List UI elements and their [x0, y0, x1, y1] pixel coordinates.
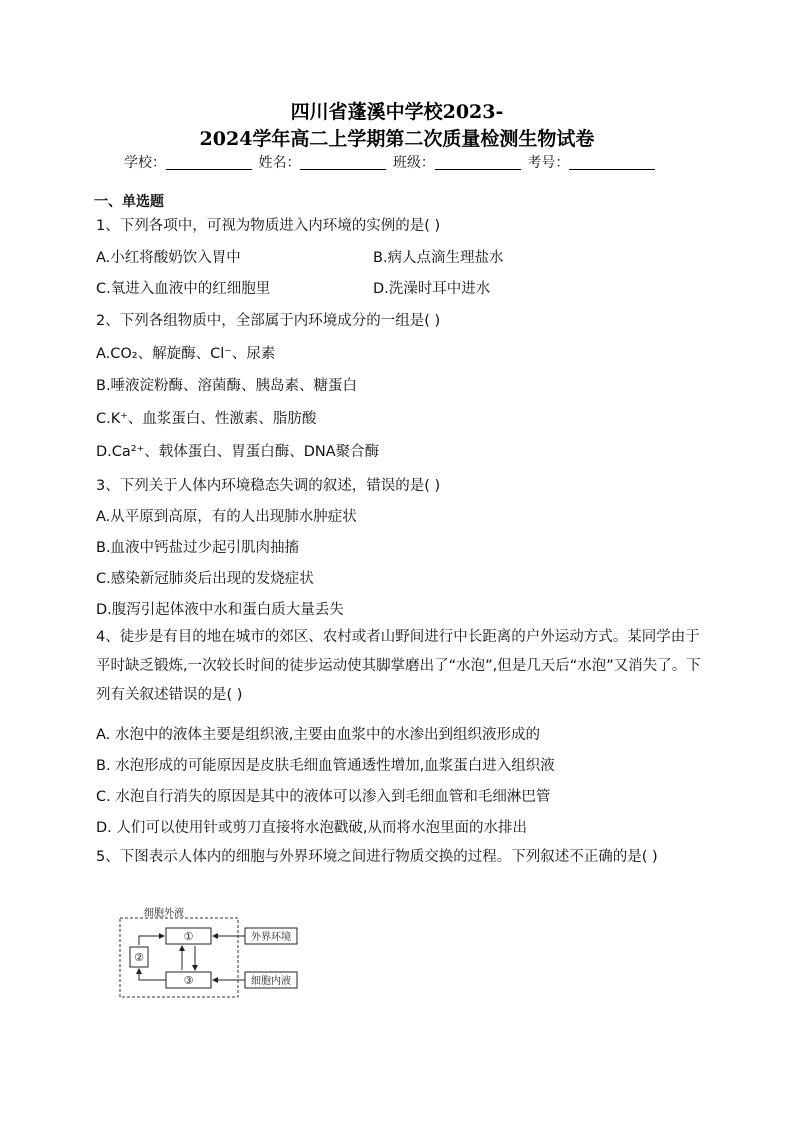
student-info-row: [124, 152, 657, 172]
title-line-1: 四川省蓬溪中学校2023-: [290, 101, 504, 123]
question-4-option-d: D. 人们可以使用针或剪刀直接将水泡戳破,从而将水泡里面的水排出: [96, 820, 527, 836]
question-1-stem: 1、下列各项中，可视为物质进入内环境的实例的是( ): [96, 218, 441, 234]
question-1-option-a: A.小红将酸奶饮入胃中: [96, 250, 241, 266]
question-4-option-a: A. 水泡中的液体主要是组织液,主要由血浆中的水渗出到组织液形成的: [96, 727, 540, 743]
question-5-stem: 5、下图表示人体内的细胞与外界环境之间进行物质交换的过程。下列叙述不正确的是( ): [96, 849, 658, 865]
question-4-option-b: B. 水泡形成的可能原因是皮肤毛细血管通透性增加,血浆蛋白进入组织液: [96, 758, 555, 774]
class-label: 班级：: [392, 155, 435, 171]
question-1-option-b: B.病人点滴生理盐水: [373, 250, 504, 266]
intracellular-fluid-label: 细胞内液: [251, 976, 291, 987]
exam-number-blank[interactable]: [569, 154, 655, 170]
question-4-stem: 4、徒步是有目的地在城市的郊区、农村或者山野间进行中长距离的户外运动方式。某同学由于平时缺乏锻炼,一次较长时间的徒步运动使其脚掌磨出了“水泡”,但是几天后“水泡”又消失了。下列有关叙述错误的是( ): [96, 629, 701, 703]
question-2-option-b: B.唾液淀粉酶、溶菌酶、胰岛素、糖蛋白: [96, 378, 358, 394]
section-title: 一、单选题: [94, 194, 164, 210]
question-1-option-c: C.氧进入血液中的红细胞里: [96, 281, 271, 297]
body-fluid-exchange-diagram: [108, 906, 318, 1006]
node-2-label: ②: [134, 951, 144, 964]
school-label: 学校：: [124, 155, 166, 171]
question-4-option-c: C. 水泡自行消失的原因是其中的液体可以渗入到毛细血管和毛细淋巴管: [96, 789, 551, 805]
exam-number-label: 考号：: [527, 155, 570, 171]
question-2-option-a: A.CO₂、解旋酶、Cl⁻、尿素: [96, 346, 276, 362]
extracellular-fluid-label: 细胞外液: [144, 908, 184, 919]
node-3-label: ③: [183, 974, 194, 987]
question-1-option-d: D.洗澡时耳中进水: [373, 281, 491, 297]
name-blank[interactable]: [300, 154, 386, 170]
node-1-label: ①: [183, 930, 194, 943]
question-3-option-d: D.腹泻引起体液中水和蛋白质大量丢失: [96, 602, 344, 618]
question-3-stem: 3、下列关于人体内环境稳态失调的叙述，错误的是( ): [96, 478, 441, 494]
title-line-2: 2024学年高二上学期第二次质量检测生物试卷: [199, 128, 595, 150]
name-label: 姓名：: [258, 155, 301, 171]
question-2-option-d: D.Ca²⁺、载体蛋白、胃蛋白酶、DNA聚合酶: [96, 444, 380, 460]
question-3-option-a: A.从平原到高原，有的人出现肺水肿症状: [96, 509, 357, 525]
question-2-option-c: C.K⁺、血浆蛋白、性激素、脂肪酸: [96, 411, 317, 427]
question-3-option-b: B.血液中钙盐过少起引肌肉抽搐: [96, 540, 300, 556]
question-3-option-c: C.感染新冠肺炎后出现的发烧症状: [96, 571, 314, 587]
school-blank[interactable]: [166, 154, 252, 170]
external-environment-label: 外界环境: [251, 932, 291, 943]
question-2-stem: 2、下列各组物质中，全部属于内环境成分的一组是( ): [96, 313, 441, 329]
class-blank[interactable]: [435, 154, 521, 170]
